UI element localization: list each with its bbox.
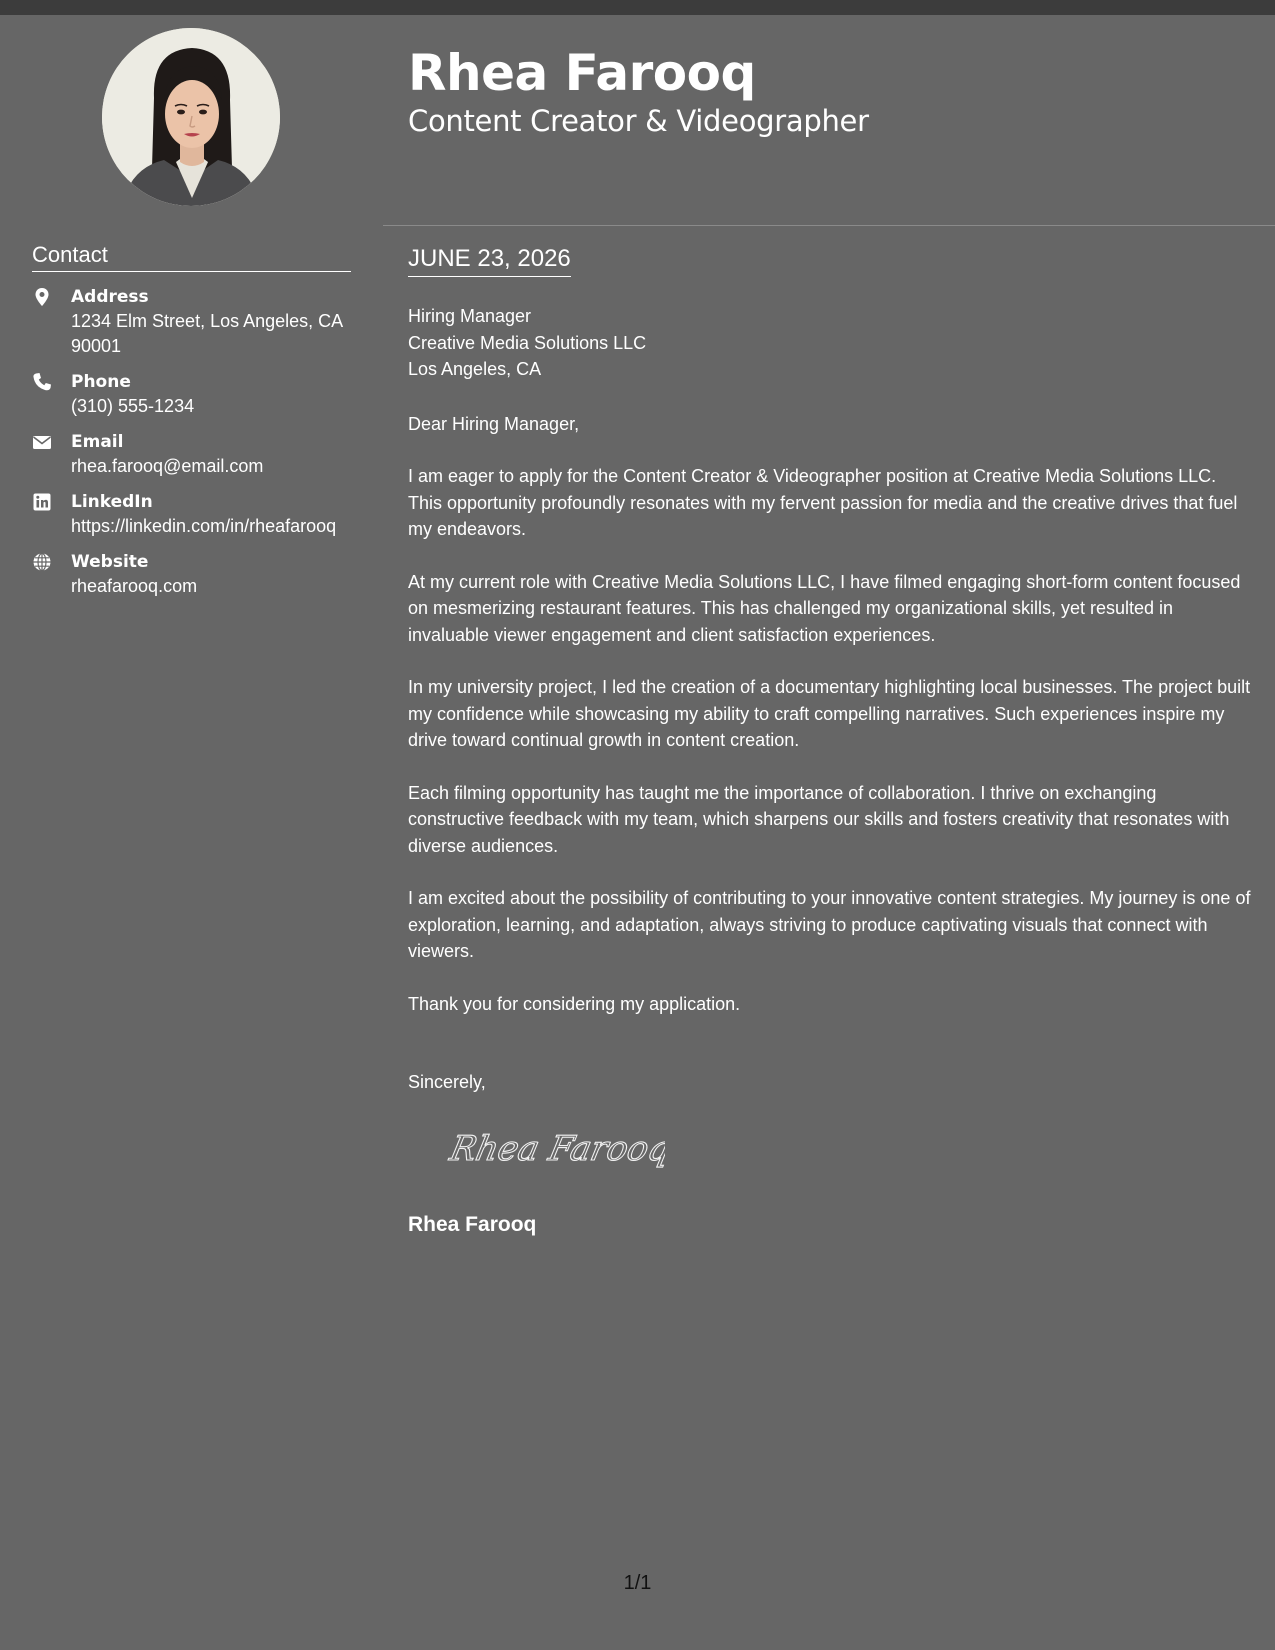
signed-name: Rhea Farooq <box>408 1213 537 1236</box>
recipient-line: Creative Media Solutions LLC <box>408 332 647 353</box>
recipient-line: Los Angeles, CA <box>408 359 542 379</box>
contact-item-address <box>32 285 352 359</box>
contact-item-phone <box>32 370 352 419</box>
contact-item-website <box>32 550 352 599</box>
letter-paragraph: In my university project, I led the creation of a documentary highlighting local businesses. The project built my confidence while showcasing my ability to craft compelling narratives. Such experiences inspire my drive toward continual growth in content creation. <box>408 677 1251 750</box>
page-number: 1/1 <box>623 1572 652 1594</box>
phone-value: (310) 555-1234 <box>71 396 195 416</box>
letter-paragraph: At my current role with Creative Media Solutions LLC, I have filmed engaging short-form content focused on mesmerizing restaurant features. This has challenged my organizational skills, yet resulted in invaluable viewer engagement and client satisfaction experiences. <box>408 571 1241 645</box>
letter-paragraph: I am eager to apply for the Content Creator & Videographer position at Creative Media Solutions LLC. This opportunity profoundly resonates with my fervent passion for media and the creative drives that fuel my endeavors. <box>408 466 1238 539</box>
contact-heading: Contact <box>32 240 351 272</box>
salutation: Dear Hiring Manager, <box>408 413 580 434</box>
recipient-line: Hiring Manager <box>408 306 532 326</box>
closing: Sincerely, <box>408 1072 486 1092</box>
linkedin-icon <box>32 492 52 512</box>
contact-label: Website <box>71 552 149 572</box>
signature-text: Rhea Farooq <box>446 1129 665 1169</box>
contact-item-email <box>32 430 352 479</box>
linkedin-value[interactable]: https://linkedin.com/in/rheafarooq <box>71 516 337 536</box>
sidebar <box>0 15 383 1650</box>
globe-icon <box>32 552 52 572</box>
applicant-name: Rhea Farooq <box>408 44 756 102</box>
envelope-icon <box>32 432 52 452</box>
address-value: 1234 Elm Street, Los Angeles, CA 90001 <box>71 311 343 356</box>
contact-item-linkedin <box>32 490 352 539</box>
letter-paragraph: Each filming opportunity has taught me the importance of collaboration. I thrive on exchanging constructive feedback with my team, which sharpens our skills and fosters creativity that resonates with diverse audiences. <box>408 782 1230 856</box>
contact-list <box>32 285 352 610</box>
phone-icon <box>32 372 52 392</box>
header-divider <box>383 225 1275 226</box>
website-value[interactable]: rheafarooq.com <box>71 576 198 596</box>
letter-paragraph: I am excited about the possibility of contributing to your innovative content strategies. My journey is one of exploration, learning, and adaptation, always striving to produce captivating visuals that connect with viewers. <box>408 888 1251 961</box>
job-title: Content Creator & Videographer <box>408 104 869 138</box>
letter-paragraph: Thank you for considering my application. <box>408 993 741 1014</box>
avatar <box>102 28 280 206</box>
recipient-block <box>408 303 1253 383</box>
contact-label: Phone <box>71 372 131 392</box>
email-value[interactable]: rhea.farooq@email.com <box>71 456 264 476</box>
letter-date: JUNE 23, 2026 <box>408 243 571 277</box>
contact-label: LinkedIn <box>71 492 153 512</box>
top-bar <box>0 0 1275 15</box>
handwritten-signature <box>445 1120 665 1180</box>
map-pin-icon <box>32 287 52 307</box>
letter-body <box>408 303 1253 1043</box>
contact-label: Address <box>71 287 149 307</box>
contact-label: Email <box>71 432 124 452</box>
